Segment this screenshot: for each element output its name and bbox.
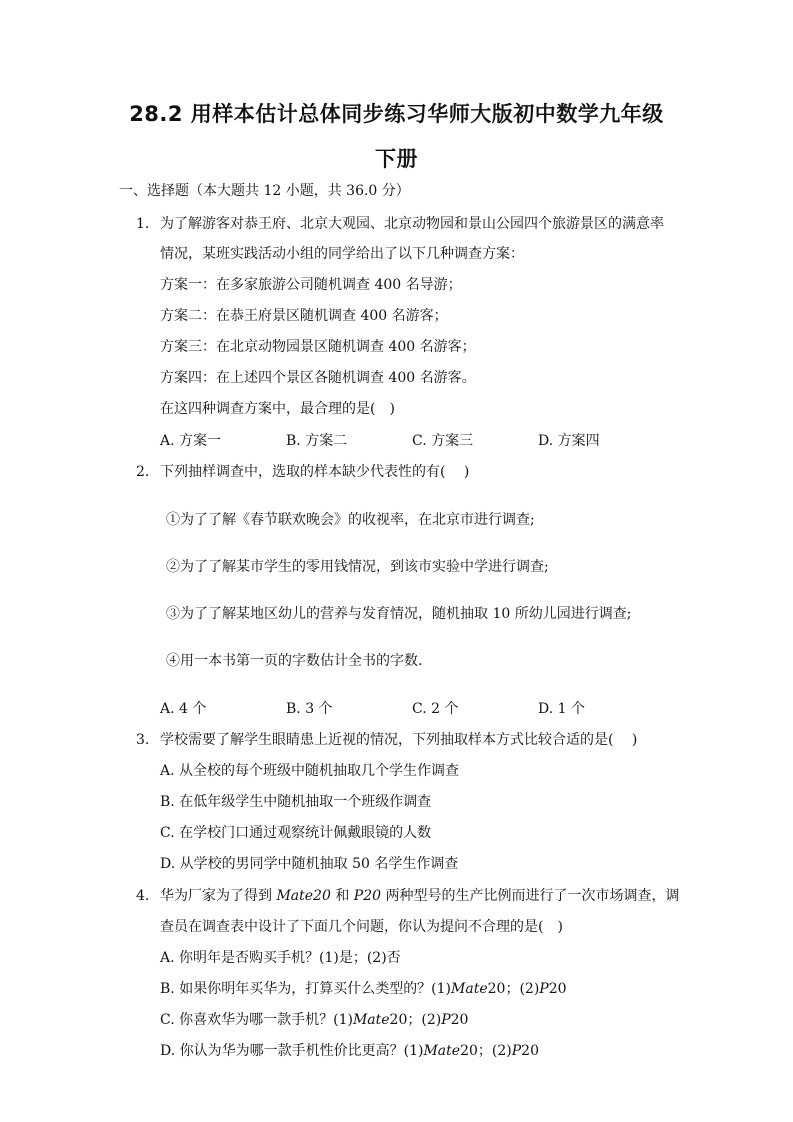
question-4-option-a[interactable]: A. 你明年是否购买手机？(1)是；(2)否	[160, 950, 401, 966]
question-1-number: 1.	[136, 216, 150, 232]
question-3-option-a[interactable]: A. 从全校的每个班级中随机抽取几个学生作调查	[160, 763, 460, 779]
question-4-option-b[interactable]: B. 如果你明年买华为，打算买什么类型的？(1)Mate20；(2)P20	[160, 981, 567, 997]
question-1-option-c[interactable]: C. 方案三	[412, 433, 474, 449]
question-2-item-1: ①为了了解《春节联欢晚会》的收视率，在北京市进行调查;	[166, 512, 535, 528]
question-1-option-b[interactable]: B. 方案二	[286, 433, 348, 449]
question-4-stem-line-1: 华为厂家为了得到 Mate20 和 P20 两种型号的生产比例而进行了一次市场调查，调	[160, 888, 680, 904]
question-3-option-c[interactable]: C. 在学校门口通过观察统计佩戴眼镜的人数	[160, 825, 432, 841]
question-2-option-a[interactable]: A. 4 个	[160, 701, 207, 717]
question-3-number: 3.	[136, 732, 150, 748]
question-1-stem-line-1: 为了解游客对恭王府、北京大观园、北京动物园和景山公园四个旅游景区的满意率	[160, 216, 664, 232]
question-3-option-d[interactable]: D. 从学校的男同学中随机抽取 50 名学生作调查	[160, 856, 459, 872]
question-2-item-4: ④用一本书第一页的字数估计全书的字数.	[166, 653, 423, 669]
page-title-line-2: 下册	[375, 147, 418, 171]
question-4-option-d[interactable]: D. 你认为华为哪一款手机性价比更高？(1)Mate20；(2)P20	[160, 1043, 539, 1059]
question-3-stem: 学校需要了解学生眼睛患上近视的情况，下列抽取样本方式比较合适的是( )	[160, 732, 638, 748]
question-1-stem-line-2: 情况，某班实践活动小组的同学给出了以下几种调查方案：	[160, 246, 524, 262]
question-3-option-b[interactable]: B. 在低年级学生中随机抽取一个班级作调查	[160, 794, 432, 810]
section-heading: 一、选择题（本大题共 12 小题，共 36.0 分）	[119, 183, 410, 199]
question-1-prompt: 在这四种调查方案中，最合理的是( )	[160, 401, 395, 417]
question-2-stem: 下列抽样调查中，选取的样本缺少代表性的有( )	[160, 464, 470, 480]
question-2-option-c[interactable]: C. 2 个	[412, 701, 459, 717]
question-1-option-d[interactable]: D. 方案四	[538, 433, 600, 449]
question-2-item-3: ③为了了解某地区幼儿的营养与发育情况，随机抽取 10 所幼儿园进行调查;	[166, 606, 632, 622]
question-1-plan-2: 方案二：在恭王府景区随机调查 400 名游客；	[160, 308, 448, 324]
question-4-option-c[interactable]: C. 你喜欢华为哪一款手机？(1)Mate20；(2)P20	[160, 1012, 469, 1028]
question-2-option-d[interactable]: D. 1 个	[538, 701, 585, 717]
question-2-item-2: ②为了了解某市学生的零用钱情况，到该市实验中学进行调查;	[166, 559, 549, 575]
page-title-line-1: 28.2 用样本估计总体同步练习华师大版初中数学九年级	[129, 102, 664, 126]
question-2-number: 2.	[136, 464, 150, 480]
model-mate20: Mate20	[276, 888, 331, 904]
question-1-plan-4: 方案四：在上述四个景区各随机调查 400 名游客。	[160, 370, 476, 386]
model-p20: P20	[353, 888, 382, 904]
question-1-plan-1: 方案一：在多家旅游公司随机调查 400 名导游；	[160, 277, 462, 293]
question-1-option-a[interactable]: A. 方案一	[160, 433, 222, 449]
question-4-stem-line-2: 查员在调查表中设计了下面几个问题，你认为提问不合理的是( )	[160, 919, 563, 935]
question-2-option-b[interactable]: B. 3 个	[286, 701, 333, 717]
question-1-plan-3: 方案三：在北京动物园景区随机调查 400 名游客；	[160, 339, 476, 355]
question-4-number: 4.	[136, 888, 150, 904]
